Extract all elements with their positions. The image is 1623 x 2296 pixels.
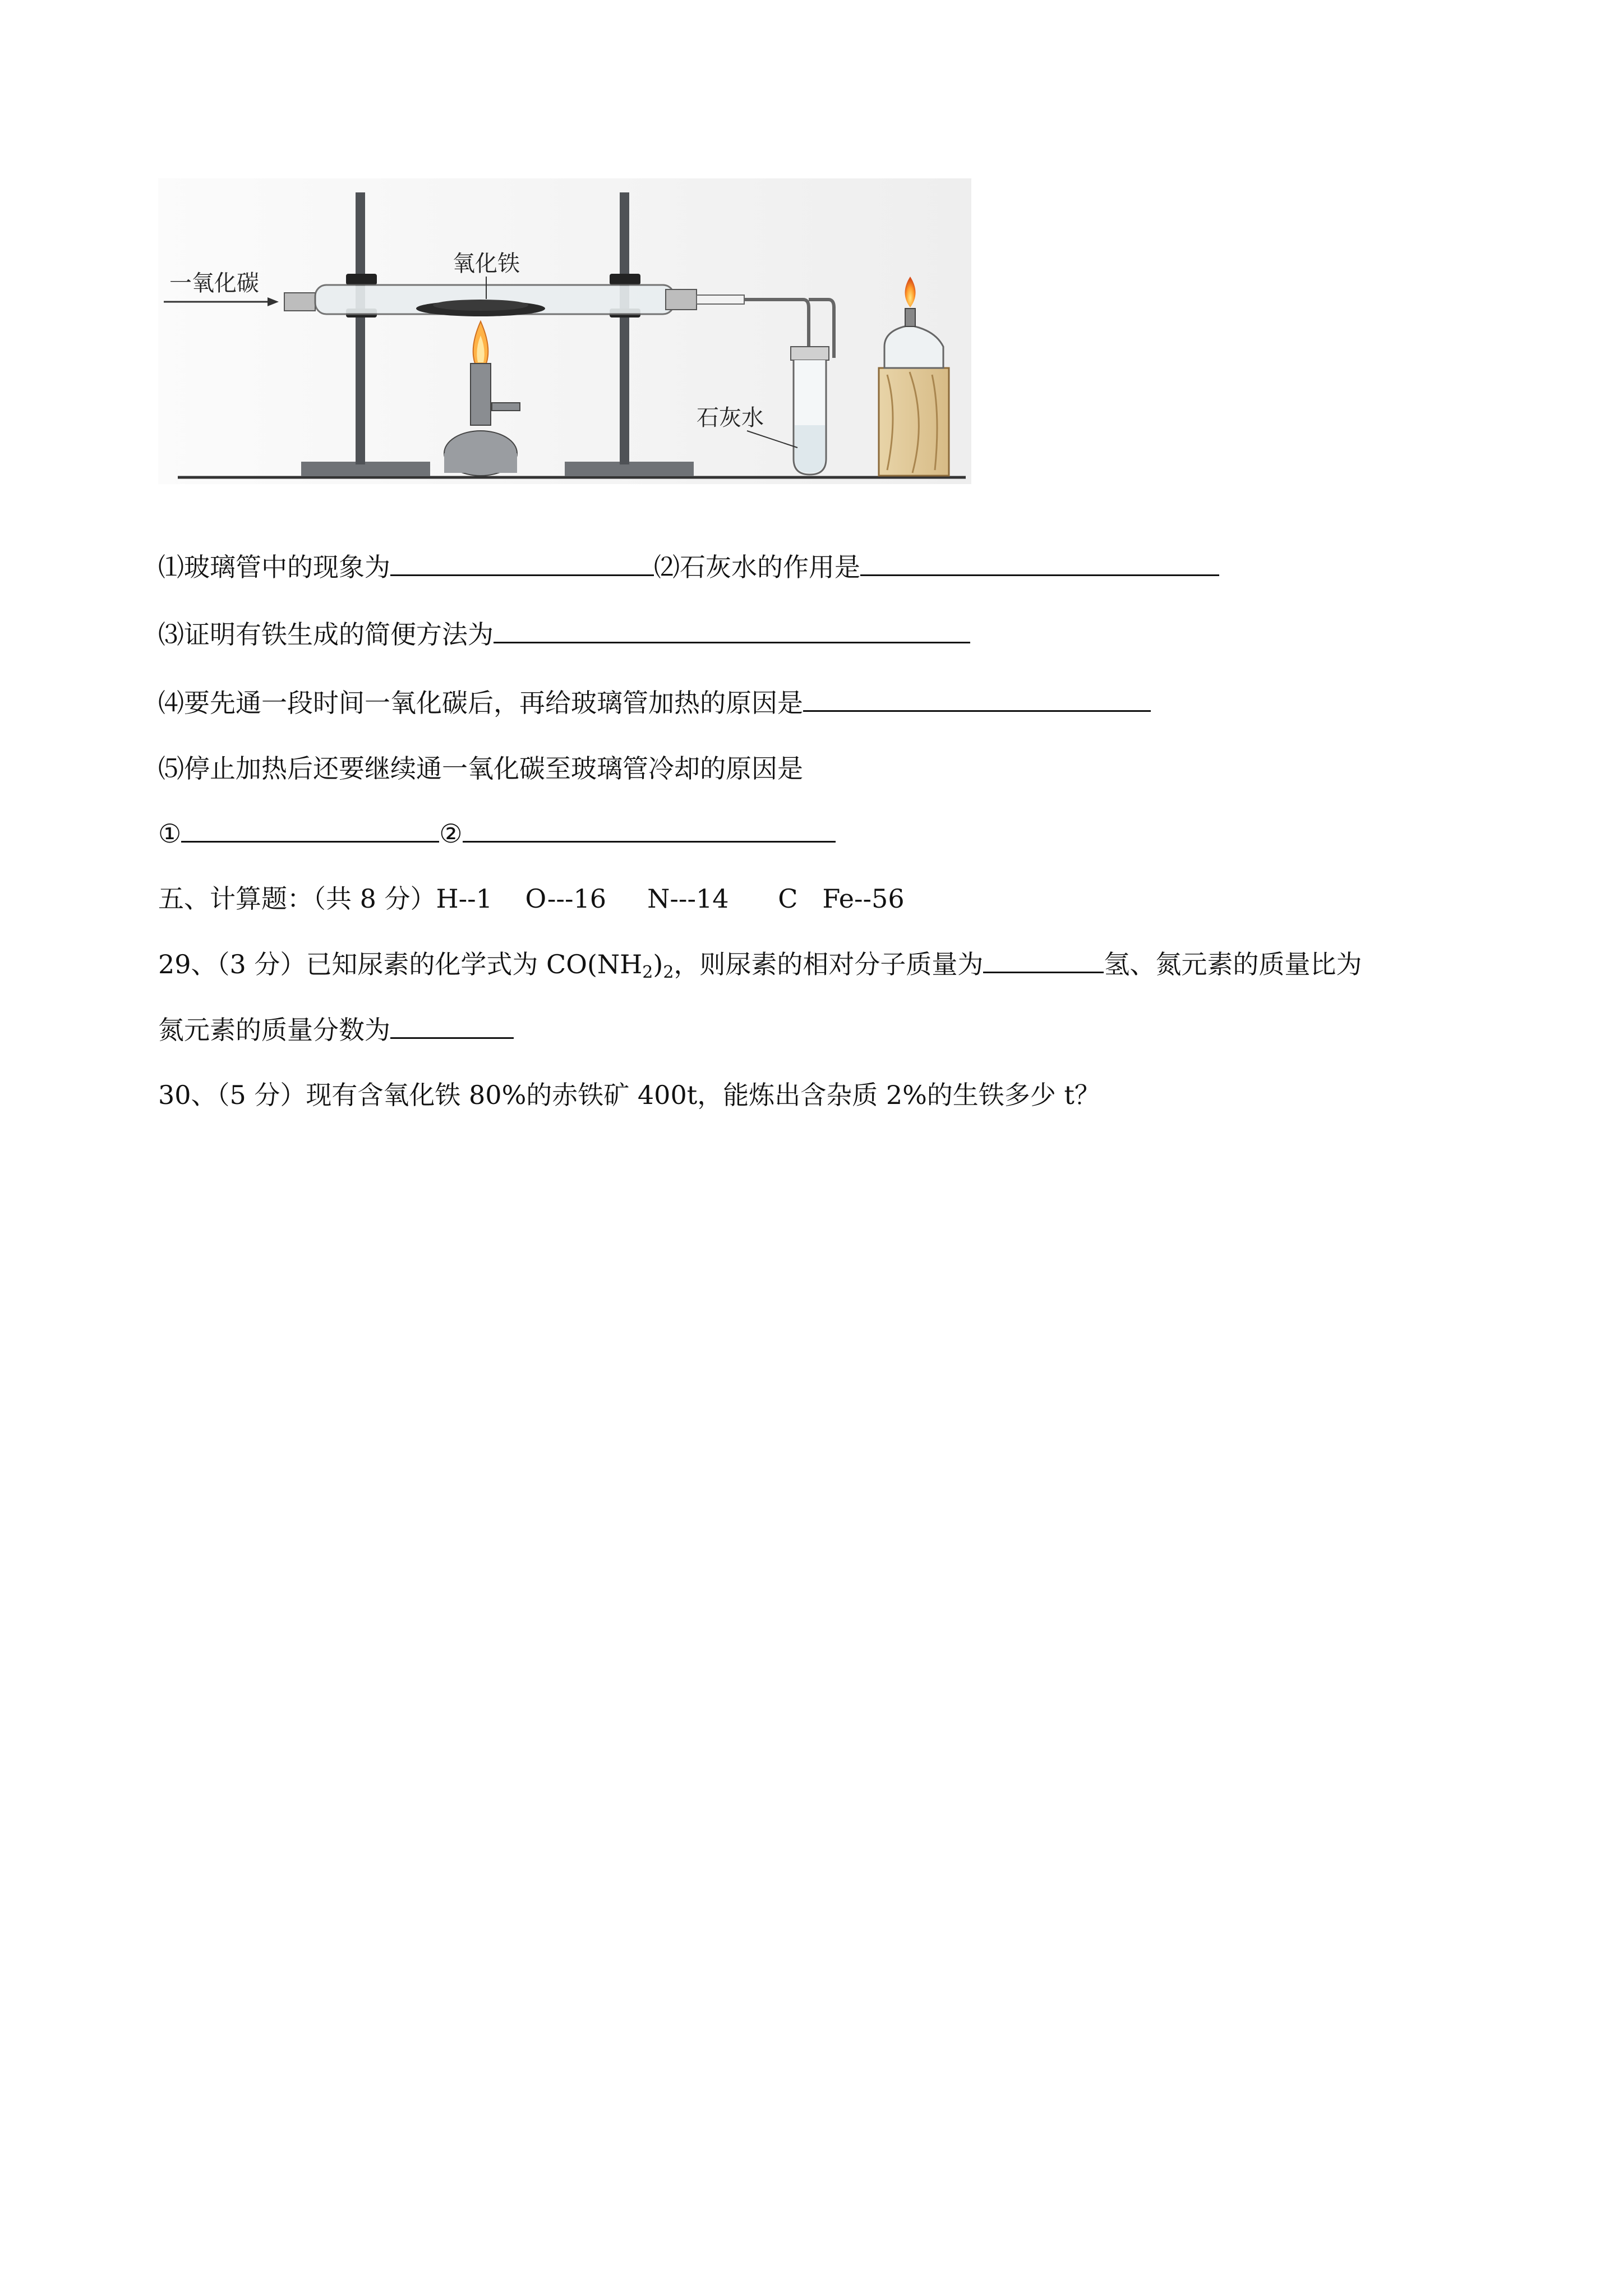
question-1-2-line <box>158 550 1219 584</box>
q1-answer-blank[interactable] <box>390 550 654 576</box>
label-fe2o3: 氧化铁 <box>453 251 520 277</box>
q3-answer-blank[interactable] <box>494 617 970 643</box>
section-5-heading <box>158 882 905 915</box>
q29-text-1: 29、（3 分）已知尿素的化学式为 CO(NH <box>158 949 643 979</box>
label-limewater: 石灰水 <box>697 405 764 431</box>
label-co: 一氧化碳 <box>169 270 259 296</box>
q2-prefix: ⑵石灰水的作用是 <box>654 552 860 582</box>
q5-mark-1: ① <box>158 818 182 849</box>
question-29-line-1 <box>158 947 1362 990</box>
q5-text: ⑸停止加热后还要继续通一氧化碳至玻璃管冷却的原因是 <box>158 753 803 784</box>
q4-prefix: ⑷要先通一段时间一氧化碳后，再给玻璃管加热的原因是 <box>158 688 803 718</box>
test-tube <box>791 347 829 475</box>
q4-answer-blank[interactable] <box>803 685 1151 712</box>
q1-prefix: ⑴玻璃管中的现象为 <box>158 552 390 582</box>
q5-mark-2: ② <box>439 818 463 849</box>
q5-answer-blank-2[interactable] <box>463 816 836 843</box>
q29-line-2-text: 氮元素的质量分数为 <box>158 1015 390 1045</box>
q5-answer-blank-1[interactable] <box>181 816 439 843</box>
q29-molar-mass-blank[interactable] <box>983 947 1104 973</box>
question-29-line-2 <box>158 1013 514 1047</box>
section-5-heading-text: 五、计算题：（共 8 分）H--1 O---16 N---14 C Fe--56 <box>158 884 905 914</box>
figure-background <box>158 178 971 484</box>
wooden-block <box>879 368 949 476</box>
experiment-apparatus-figure <box>158 178 971 484</box>
question-4-line <box>158 685 1151 720</box>
q29-mass-fraction-blank[interactable] <box>390 1013 514 1039</box>
question-30-line <box>158 1078 1100 1112</box>
q29-text-2: ) <box>653 949 663 979</box>
q3-prefix: ⑶证明有铁生成的简便方法为 <box>158 619 494 650</box>
q2-answer-blank[interactable] <box>860 550 1219 576</box>
q29-subscript-1: 2 <box>642 963 653 982</box>
q29-text-4: 氢、氮元素的质量比为 <box>1104 949 1362 979</box>
question-5-answers-line <box>158 816 836 850</box>
question-5-line <box>158 752 803 785</box>
q29-text-3: ，则尿素的相对分子质量为 <box>674 949 984 979</box>
question-3-line <box>158 617 970 651</box>
q29-subscript-2: 2 <box>663 963 674 982</box>
q30-text: 30、（5 分）现有含氧化铁 80%的赤铁矿 400t，能炼出含杂质 2%的生铁多少 t？ <box>158 1080 1100 1110</box>
